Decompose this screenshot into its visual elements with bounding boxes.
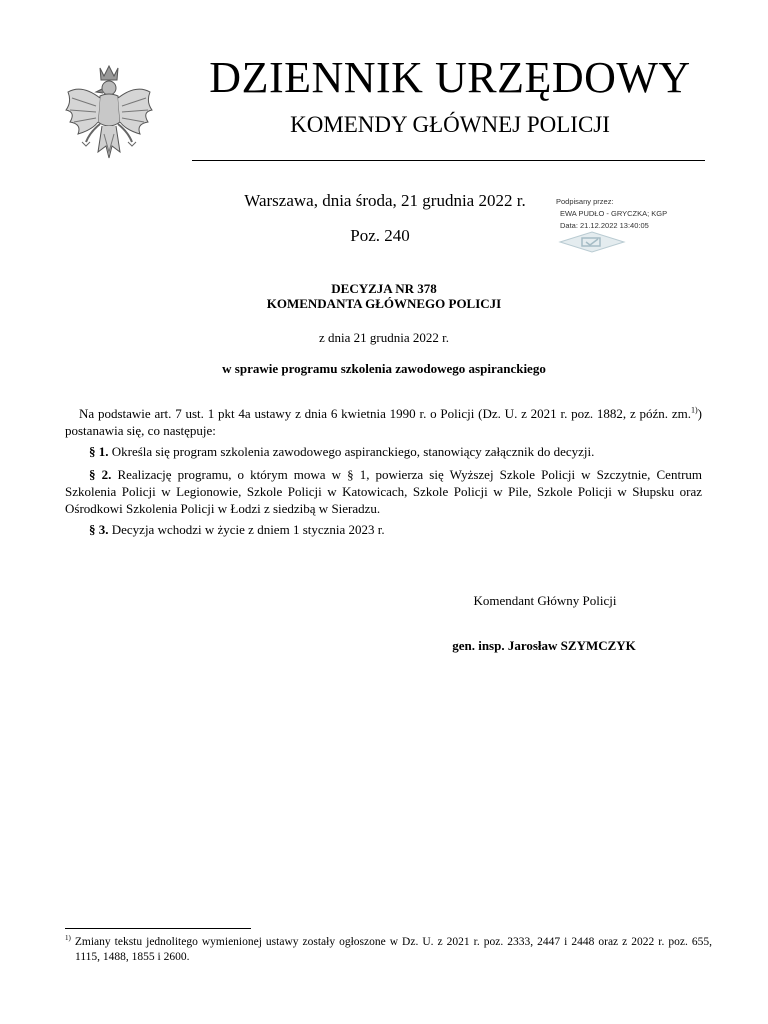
position-number: Poz. 240 [350, 226, 410, 245]
polish-eagle-emblem-icon [62, 62, 156, 166]
section-text: Określa się program szkolenia zawodowego aspiranckiego, stanowiący załącznik do decyzji. [111, 444, 595, 459]
decision-date: z dnia 21 grudnia 2022 r. [319, 330, 449, 345]
section-number: § 2. [89, 467, 112, 482]
legal-basis-paragraph [65, 405, 702, 439]
decision-number: DECYZJA NR 378 [331, 281, 437, 296]
section-2 [65, 466, 702, 517]
signature-signer: EWA PUDŁO - GRYCZKA; KGP [560, 209, 668, 218]
section-1 [65, 443, 702, 460]
section-number: § 3. [89, 522, 109, 537]
footnote-reference[interactable]: 1) [690, 405, 698, 415]
section-text: Decyzja wchodzi w życie z dniem 1 stycznia 2023 r. [111, 522, 385, 537]
journal-subtitle: KOMENDY GŁÓWNEJ POLICJI [290, 112, 610, 137]
signer-role: Komendant Główny Policji [473, 593, 617, 608]
signer-name: gen. insp. Jarosław SZYMCZYK [452, 638, 636, 653]
electronic-signature-box [556, 196, 667, 232]
footnote [65, 935, 712, 965]
footnote-marker: 1) [65, 934, 71, 943]
footnote-text: Zmiany tekstu jednolitego wymienionej ustawy zostały ogłoszone w Dz. U. z 2021 r. poz. 2333, 2447 i 2448 oraz z 2022 r. poz. 655, 1115, 1488, 1855 i 2600. [74, 936, 712, 963]
legal-basis-text: Na podstawie art. 7 ust. 1 pkt 4a ustawy z dnia 6 kwietnia 1990 r. o Policji (Dz. U. z 2021 r. poz. 1882, z późn. zm. [79, 406, 691, 421]
signature-label: Podpisany przez: [556, 197, 614, 206]
decision-heading [60, 281, 708, 311]
decision-issuer: KOMENDANTA GŁÓWNEGO POLICJI [266, 296, 502, 311]
signature-date: Data: 21.12.2022 13:40:05 [560, 221, 649, 230]
section-number: § 1. [89, 444, 109, 459]
footnote-divider [65, 928, 251, 929]
section-text: Realizację programu, o którym mowa w § 1, powierza się Wyższej Szkole Policji w Szczytnie, Centrum Szkolenia Policji w Legionowie, Szkole Policji w Katowicach, Szkole Policji w Pile, Szkole Policji w Słupsku oraz Ośrodkowi Szkolenia Policji w Łodzi z siedzibą w Sieradzu. [65, 467, 703, 516]
publication-dateline: Warszawa, dnia środa, 21 grudnia 2022 r. [244, 191, 526, 210]
signature-check-icon [556, 230, 628, 254]
journal-title: DZIENNIK URZĘDOWY [209, 53, 691, 102]
header-divider [192, 160, 705, 161]
legal-basis-tail: ) postanawia się, co następuje: [65, 406, 702, 438]
section-3 [65, 521, 702, 538]
decision-subject: w sprawie programu szkolenia zawodowego aspiranckiego [222, 361, 546, 376]
